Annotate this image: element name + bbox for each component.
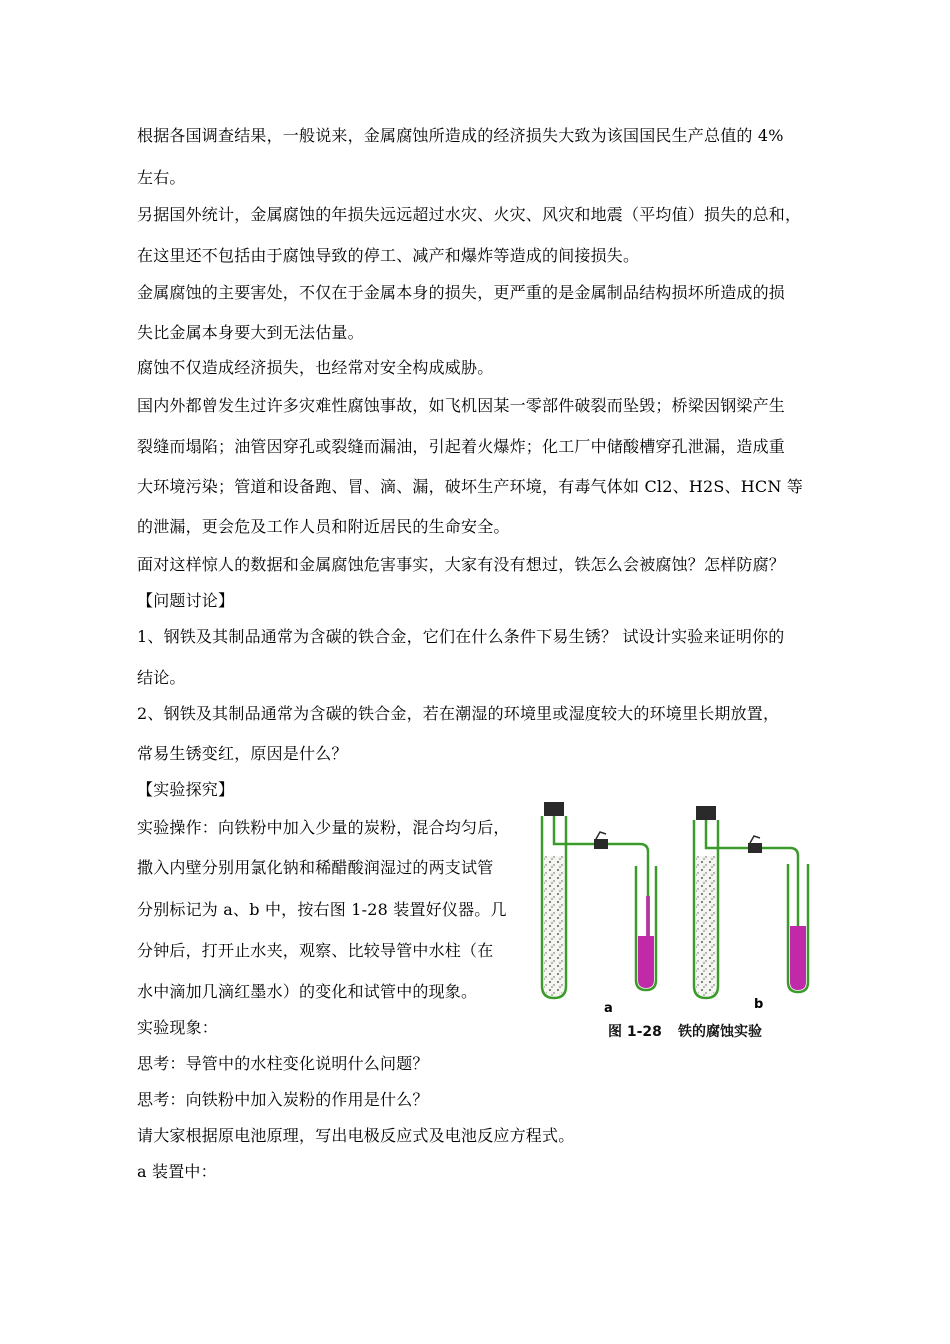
water-column-b [796, 956, 800, 976]
delivery-tube-a [554, 816, 648, 958]
iron-powder-b [696, 856, 716, 996]
think-question-1: 思考：导管中的水柱变化说明什么问题？ [137, 1054, 429, 1073]
experiment-line-4: 分钟后，打开止水夹，观察、比较导管中水柱（在 [137, 941, 494, 960]
paragraph-line-12: 面对这样惊人的数据和金属腐蚀危害事实，大家有没有想过，铁怎么会被腐蚀？怎样防腐？ [137, 555, 786, 574]
label-a: a [604, 1001, 613, 1016]
stopper-b [696, 806, 716, 820]
question-1-line-2: 结论。 [137, 668, 186, 687]
figure-caption-number: 图 1-28 [608, 1024, 662, 1040]
clamp-a [594, 832, 608, 849]
apparatus-b [694, 806, 808, 1012]
experiment-line-3: 分别标记为 a、b 中，按右图 1-28 装置好仪器。几 [137, 900, 507, 919]
section-heading-discussion: 【问题讨论】 [137, 591, 235, 610]
question-1-line-1: 1、钢铁及其制品通常为含碳的铁合金，它们在什么条件下易生锈？ 试设计实验来证明你的 [137, 627, 785, 646]
paragraph-line-8: 国内外都曾发生过许多灾难性腐蚀事故，如飞机因某一零部件破裂而坠毁；桥梁因钢梁产生 [137, 396, 786, 415]
think-question-2: 思考：向铁粉中加入炭粉的作用是什么？ [137, 1090, 429, 1109]
corrosion-apparatus-diagram [532, 796, 824, 1046]
paragraph-line-10: 大环境污染；管道和设备跑、冒、滴、漏，破坏生产环境，有毒气体如 Cl2、H2S、HCN 等 [137, 477, 804, 496]
question-2-line-1: 2、钢铁及其制品通常为含碳的铁合金，若在潮湿的环境里或湿度较大的环境里长期放置， [137, 704, 780, 723]
paragraph-line-11: 的泄漏，更会危及工作人员和附近居民的生命安全。 [137, 517, 510, 536]
figure-caption-title: 铁的腐蚀实验 [678, 1024, 762, 1040]
paragraph-line-3: 另据国外统计，金属腐蚀的年损失远远超过水灾、火灾、风灾和地震（平均值）损失的总和， [137, 205, 802, 224]
water-column-a [646, 896, 650, 958]
iron-corrosion-figure [532, 796, 824, 1046]
experiment-line-1: 实验操作：向铁粉中加入少量的炭粉，混合均匀后， [137, 818, 510, 837]
question-2-line-2: 常易生锈变红，原因是什么？ [137, 744, 348, 763]
iron-powder-a [544, 856, 564, 996]
paragraph-line-5: 金属腐蚀的主要害处，不仅在于金属本身的损失，更严重的是金属制品结构损坏所造成的损 [137, 283, 786, 302]
paragraph-line-2: 左右。 [137, 168, 186, 187]
experiment-line-5: 水中滴加几滴红墨水）的变化和试管中的现象。 [137, 982, 478, 1001]
section-heading-experiment: 【实验探究】 [137, 780, 235, 799]
paragraph-line-7: 腐蚀不仅造成经济损失，也经常对安全构成威胁。 [137, 358, 494, 377]
paragraph-line-6: 失比金属本身要大到无法估量。 [137, 323, 364, 342]
clamp-b [748, 836, 762, 853]
paragraph-line-9: 裂缝而塌陷；油管因穿孔或裂缝而漏油，引起着火爆炸；化工厂中储酸槽穿孔泄漏，造成重 [137, 437, 786, 456]
stopper-a [544, 802, 564, 816]
instruction-line: 请大家根据原电池原理，写出电极反应式及电池反应方程式。 [137, 1126, 575, 1145]
experiment-line-2: 撒入内壁分别用氯化钠和稀醋酸润湿过的两支试管 [137, 858, 494, 877]
label-b: b [754, 997, 764, 1012]
observation-label: 实验现象： [137, 1018, 219, 1037]
paragraph-line-1: 根据各国调查结果，一般说来，金属腐蚀所造成的经济损失大致为该国国民生产总值的 4% [137, 126, 784, 145]
paragraph-line-4: 在这里还不包括由于腐蚀导致的停工、减产和爆炸等造成的间接损失。 [137, 246, 640, 265]
apparatus-a [542, 802, 656, 1016]
device-a-label: a 装置中： [137, 1162, 217, 1181]
